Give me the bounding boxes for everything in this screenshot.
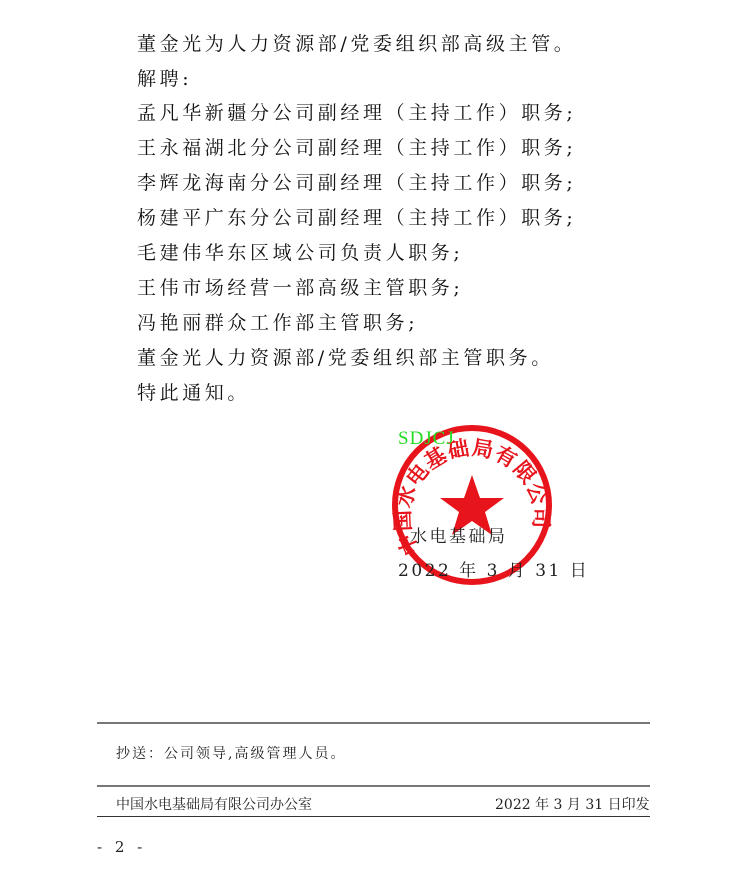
body-line: 孟凡华新疆分公司副经理（主持工作）职务; [137,102,577,124]
page-number: - 2 - [97,838,147,856]
body-line: 杨建平广东分公司副经理（主持工作）职务; [137,207,577,229]
issuer-name: 水电基础局 [410,527,508,547]
divider [97,816,650,817]
issue-date: 2022 年 3 月 31 日 [398,561,590,581]
seal-watermark: SDJCJ [398,428,455,449]
cc-line: 抄送：公司领导,高级管理人员。 [116,746,347,762]
body-line: 王永福湖北分公司副经理（主持工作）职务; [137,137,577,159]
body-line: 冯艳丽群众工作部主管职务; [137,312,419,334]
body-line: 王伟市场经营一部高级主管职务; [137,277,464,299]
body-line: 董金光人力资源部/党委组织部主管职务。 [137,347,554,369]
body-line: 解聘: [137,68,193,90]
print-date: 2022 年 3 月 31 日印发 [495,797,650,813]
svg-text:中国水电基础局有限公司: 中国水电基础局有限公司 [390,435,554,559]
divider [97,722,650,724]
issuing-office: 中国水电基础局有限公司办公室 [116,797,312,813]
body-line: 特此通知。 [137,382,251,404]
body-line: 李辉龙海南分公司副经理（主持工作）职务; [137,172,577,194]
body-line: 毛建伟华东区域公司负责人职务; [137,242,464,264]
divider [97,785,650,787]
body-line: 董金光为人力资源部/党委组织部高级主管。 [137,33,577,55]
